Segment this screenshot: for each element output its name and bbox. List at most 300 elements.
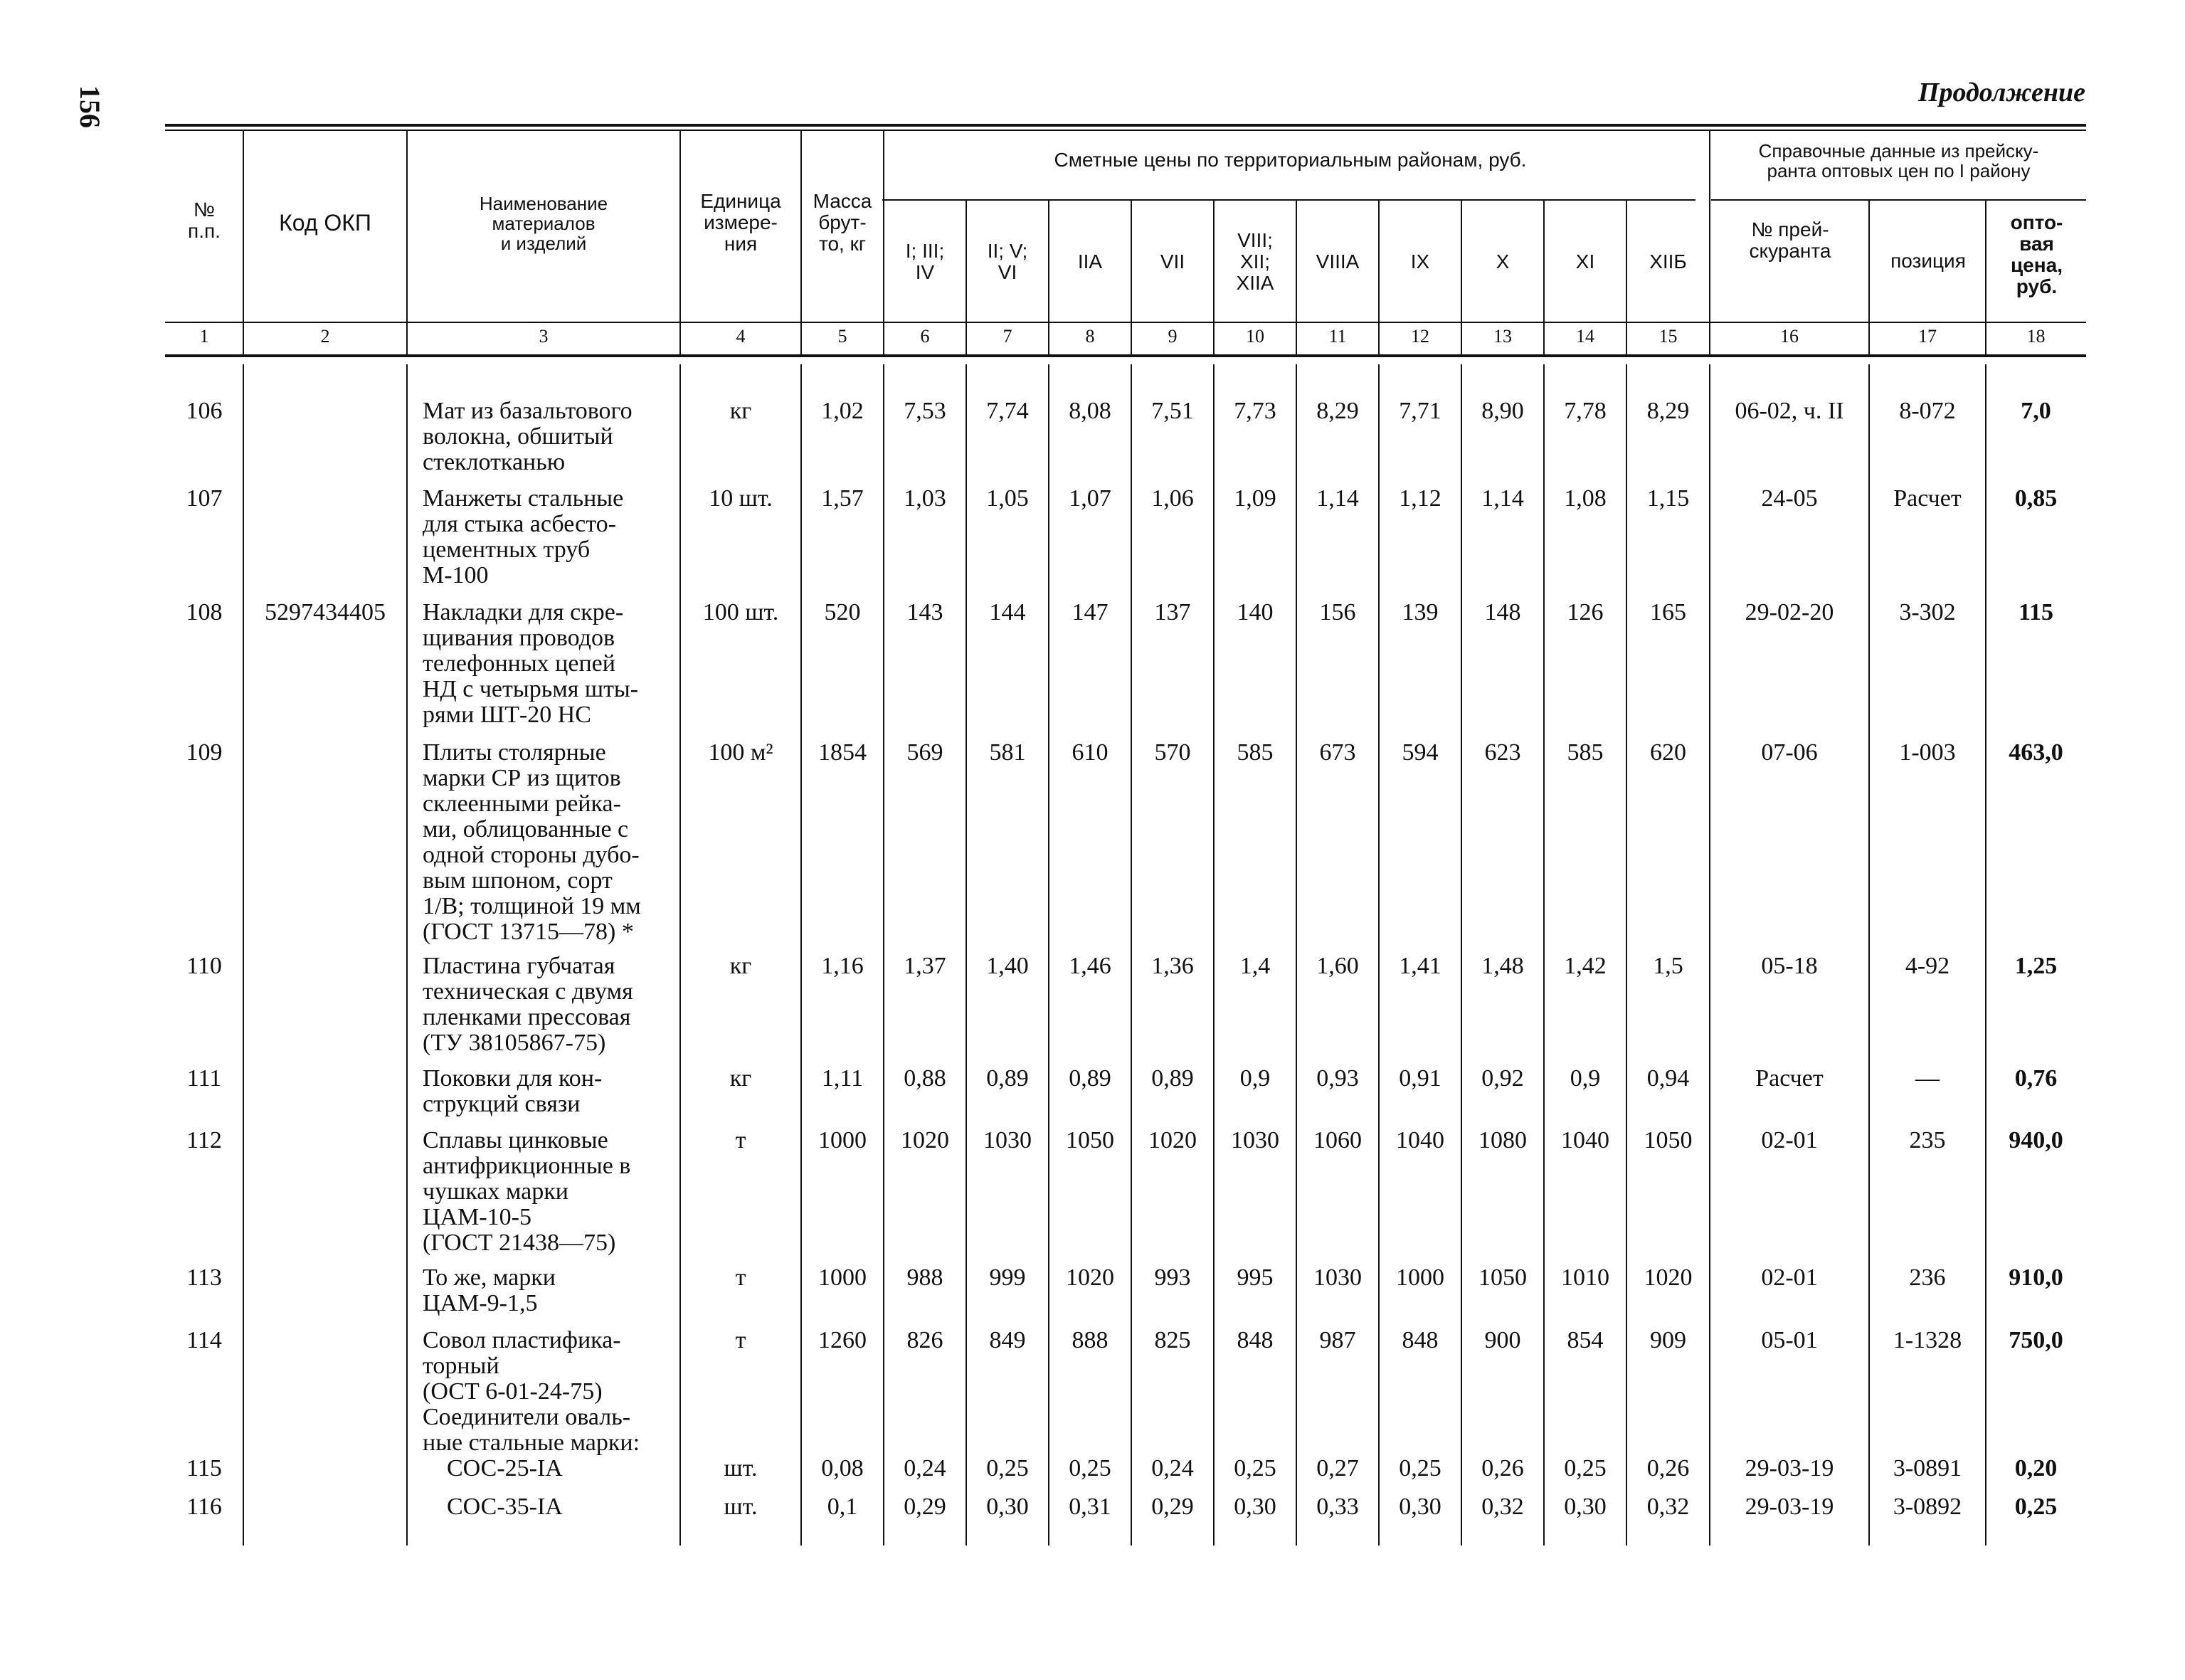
price-region-8: 900: [1484, 1327, 1521, 1353]
wholesale-price: 0,20: [2014, 1455, 2058, 1481]
price-region-5: 1,4: [1239, 953, 1271, 979]
material-name: [423, 486, 665, 588]
material-name: [423, 1128, 665, 1256]
column-divider-number-row: [1543, 323, 1545, 354]
price-region-6: 0,93: [1316, 1065, 1359, 1092]
price-region-9: 585: [1567, 739, 1604, 766]
column-divider: [965, 201, 967, 322]
price-region-7: 7,71: [1399, 398, 1441, 424]
price-region-8: 623: [1484, 739, 1521, 766]
price-region-1: 988: [906, 1264, 943, 1291]
column-numbers-top-rule: [165, 322, 2086, 323]
material-name-line: НД с четырьмя шты-: [423, 676, 639, 702]
okp-code: 5297434405: [265, 599, 386, 625]
price-region-7: 594: [1402, 739, 1439, 766]
column-divider: [883, 131, 884, 322]
column-number-3: 3: [539, 326, 549, 347]
column-number-2: 2: [320, 326, 330, 347]
pricelist-number: 24-05: [1761, 485, 1818, 512]
price-region-2: 849: [989, 1327, 1026, 1353]
price-region-5: 140: [1237, 599, 1274, 625]
price-region-3: 1050: [1066, 1127, 1114, 1153]
header-region-9: XI: [1575, 250, 1595, 273]
material-name: [423, 953, 665, 1056]
material-name-line: (ТУ 38105867-75): [423, 1030, 606, 1056]
price-region-10: 1,5: [1653, 953, 1683, 979]
price-region-2: 581: [989, 739, 1026, 766]
pricelist-position: —: [1915, 1065, 1940, 1092]
column-divider-number-row: [883, 323, 884, 354]
header-region-8: X: [1496, 250, 1510, 273]
price-region-9: 1010: [1561, 1264, 1609, 1291]
continuation-label: Продолжение: [1917, 78, 2085, 107]
price-region-6: 1030: [1313, 1264, 1362, 1291]
column-numbers-bottom-rule: [165, 354, 2086, 357]
table-top-rule-2: [165, 130, 2086, 131]
price-region-3: 1,46: [1069, 953, 1111, 979]
column-divider-body: [406, 364, 408, 1546]
price-region-9: 1040: [1561, 1127, 1609, 1153]
prices-group-rule: [882, 199, 1695, 201]
price-region-5: 848: [1237, 1327, 1274, 1353]
price-region-9: 126: [1567, 599, 1604, 625]
material-name-line: чушках марки: [423, 1178, 568, 1205]
pricelist-number: 29-02-20: [1745, 599, 1834, 625]
material-name-line: марки СР из щитов: [423, 765, 621, 791]
price-region-4: 0,89: [1151, 1065, 1194, 1092]
price-region-5: 7,73: [1234, 398, 1276, 424]
unit: шт.: [724, 1494, 758, 1520]
material-name-line: То же, марки: [423, 1264, 556, 1291]
material-name-line: техническая с двумя: [423, 978, 633, 1005]
column-divider: [406, 131, 408, 322]
wholesale-price: 750,0: [2009, 1327, 2063, 1353]
pricelist-position: 3-302: [1899, 599, 1956, 625]
gross-mass: 1260: [818, 1327, 867, 1353]
material-name-line: пленками прессовая: [423, 1004, 631, 1030]
price-region-5: 0,30: [1234, 1494, 1276, 1520]
material-name: [447, 1494, 665, 1520]
material-name-line: струкций связи: [423, 1091, 581, 1117]
price-region-3: 1,07: [1069, 485, 1111, 512]
price-region-4: 570: [1154, 739, 1191, 766]
price-region-8: 1080: [1478, 1127, 1527, 1153]
material-name-line: склеенными рейка-: [423, 791, 621, 817]
material-name-line: волокна, обшитый: [423, 423, 613, 450]
wholesale-price: 115: [2018, 599, 2054, 625]
column-divider: [1985, 201, 1986, 322]
price-region-1: 1,37: [904, 953, 946, 979]
price-region-6: 0,27: [1316, 1455, 1359, 1481]
price-region-4: 0,29: [1151, 1494, 1194, 1520]
price-region-1: 569: [906, 739, 943, 766]
price-region-5: 0,9: [1239, 1065, 1271, 1092]
price-region-9: 0,30: [1564, 1494, 1607, 1520]
price-region-2: 0,89: [986, 1065, 1029, 1092]
price-region-7: 1000: [1396, 1264, 1444, 1291]
header-region-4: VII: [1160, 250, 1185, 273]
material-name-line: Совол пластифика-: [423, 1327, 621, 1353]
price-region-2: 1,40: [986, 953, 1029, 979]
price-region-8: 0,26: [1481, 1455, 1524, 1481]
wholesale-price: 463,0: [2009, 739, 2063, 766]
price-region-1: 0,88: [904, 1065, 946, 1092]
price-region-10: 1050: [1644, 1127, 1693, 1153]
column-divider-number-row: [1626, 323, 1627, 354]
wholesale-price: 0,76: [2014, 1065, 2058, 1092]
material-name: [423, 740, 665, 945]
reference-group-rule: [1711, 199, 2086, 201]
price-region-2: 1030: [983, 1127, 1032, 1153]
price-region-1: 1,03: [904, 485, 946, 512]
price-region-8: 1050: [1478, 1264, 1527, 1291]
column-number-17: 17: [1918, 326, 1937, 347]
price-region-8: 0,92: [1481, 1065, 1524, 1092]
material-name-line: (ГОСТ 21438—75): [423, 1230, 616, 1256]
price-region-6: 673: [1319, 739, 1356, 766]
material-name: [423, 1066, 665, 1117]
column-number-14: 14: [1576, 326, 1594, 347]
price-region-5: 995: [1237, 1264, 1274, 1291]
price-region-7: 0,30: [1399, 1494, 1441, 1520]
price-region-6: 1,60: [1316, 953, 1359, 979]
header-region-2: II; V; VI: [987, 240, 1028, 283]
price-region-9: 854: [1567, 1327, 1604, 1353]
pricelist-number: 29-03-19: [1745, 1455, 1834, 1481]
row-number: 107: [186, 485, 223, 512]
material-name-line: 1/В; толщиной 19 мм: [423, 893, 641, 919]
price-region-1: 0,24: [904, 1455, 946, 1481]
pricelist-number: 05-18: [1761, 953, 1818, 979]
row-number: 108: [186, 599, 223, 625]
material-name-line: цементных труб: [423, 537, 591, 563]
wholesale-price: 1,25: [2014, 953, 2058, 979]
price-region-6: 156: [1319, 599, 1356, 625]
column-divider-number-row: [243, 323, 244, 354]
unit: шт.: [724, 1455, 758, 1481]
price-region-5: 0,25: [1234, 1455, 1276, 1481]
header-gross-mass: Масса брут- то, кг: [813, 190, 872, 255]
price-region-9: 0,25: [1564, 1455, 1607, 1481]
column-divider-number-row: [1461, 323, 1462, 354]
unit: 10 шт.: [709, 485, 773, 512]
column-divider: [679, 131, 681, 322]
price-region-7: 1,12: [1399, 485, 1441, 512]
pricelist-number: 05-01: [1761, 1327, 1818, 1353]
material-name: [447, 1456, 665, 1481]
column-number-8: 8: [1085, 326, 1095, 347]
price-region-8: 0,32: [1481, 1494, 1524, 1520]
pricelist-position: 235: [1909, 1127, 1946, 1153]
price-region-5: 1030: [1231, 1127, 1279, 1153]
column-divider: [1048, 201, 1049, 322]
header-unit: Единица измере- ния: [700, 190, 781, 255]
pricelist-position: Расчет: [1893, 485, 1962, 512]
price-region-1: 1020: [901, 1127, 949, 1153]
price-region-1: 7,53: [904, 398, 946, 424]
price-region-4: 1020: [1148, 1127, 1197, 1153]
column-number-13: 13: [1493, 326, 1512, 347]
price-region-4: 993: [1154, 1264, 1191, 1291]
header-region-5: VIII; XII; XIIA: [1236, 229, 1274, 294]
row-number: 113: [186, 1264, 222, 1291]
column-number-5: 5: [837, 326, 847, 347]
wholesale-price: 7,0: [2021, 398, 2051, 424]
pricelist-position: 4-92: [1905, 953, 1950, 979]
price-region-3: 0,31: [1069, 1494, 1111, 1520]
price-region-2: 0,25: [986, 1455, 1029, 1481]
gross-mass: 1,11: [821, 1065, 864, 1092]
material-name-line: торный: [423, 1353, 499, 1379]
material-name-line: Пластина губчатая: [423, 953, 615, 979]
column-number-15: 15: [1658, 326, 1678, 347]
row-number: 116: [186, 1494, 222, 1520]
price-region-6: 1,14: [1316, 485, 1359, 512]
pricelist-position: 1-003: [1899, 739, 1956, 766]
gross-mass: 1854: [818, 739, 867, 766]
row-number: 114: [186, 1327, 222, 1353]
header-material-name: Наименование материалов и изделий: [479, 193, 608, 254]
material-name-line: вым шпоном, сорт: [423, 867, 613, 894]
column-divider-number-row: [406, 323, 408, 354]
material-name-line: Манжеты стальные: [423, 485, 624, 512]
price-region-3: 610: [1072, 739, 1109, 766]
price-region-9: 7,78: [1564, 398, 1607, 424]
price-region-3: 8,08: [1069, 398, 1111, 424]
column-number-18: 18: [2026, 326, 2046, 347]
pricelist-position: 8-072: [1899, 398, 1956, 424]
price-region-7: 0,91: [1399, 1065, 1441, 1092]
column-divider: [243, 131, 244, 322]
gross-mass: 1,57: [821, 485, 864, 512]
header-pricelist-number: № прей- скуранта: [1749, 218, 1831, 262]
header-region-1: I; III; IV: [905, 240, 945, 283]
price-region-10: 1020: [1644, 1264, 1693, 1291]
pricelist-number: 02-01: [1761, 1127, 1818, 1153]
row-number: 109: [186, 739, 223, 766]
row-number: 110: [186, 953, 222, 979]
pricelist-position: 1-1328: [1893, 1327, 1962, 1353]
pricelist-position: 3-0892: [1893, 1494, 1962, 1520]
column-divider-number-row: [1296, 323, 1297, 354]
material-name-line: одной стороны дубо-: [423, 842, 640, 868]
pricelist-position: 236: [1909, 1264, 1946, 1291]
material-name-line: рями ШТ-20 НС: [423, 702, 591, 728]
price-region-3: 147: [1072, 599, 1109, 625]
pricelist-position: 3-0891: [1893, 1455, 1962, 1481]
material-name-line: ные стальные марки:: [423, 1430, 640, 1456]
column-divider: [1378, 201, 1380, 322]
column-divider: [1131, 201, 1132, 322]
price-region-4: 7,51: [1151, 398, 1194, 424]
pricelist-number: 29-03-19: [1745, 1494, 1834, 1520]
header-okp-code: Код ОКП: [279, 210, 371, 236]
unit: кг: [729, 953, 752, 979]
header-region-7: IX: [1410, 250, 1430, 273]
unit: кг: [729, 398, 752, 424]
price-region-1: 0,29: [904, 1494, 946, 1520]
price-region-1: 826: [906, 1327, 943, 1353]
material-name-line: ми, облицованные с: [423, 816, 629, 842]
price-region-9: 0,9: [1570, 1065, 1601, 1092]
material-name-line: антифрикционные в: [423, 1153, 631, 1179]
gross-mass: 1,02: [821, 398, 864, 424]
gross-mass: 520: [824, 599, 861, 625]
row-number: 112: [186, 1127, 222, 1153]
price-region-7: 0,25: [1399, 1455, 1441, 1481]
material-name-line: щивания проводов: [423, 625, 615, 651]
price-region-10: 0,26: [1646, 1455, 1690, 1481]
material-name-line: телефонных цепей: [423, 650, 615, 677]
price-region-8: 8,90: [1481, 398, 1524, 424]
column-divider: [1626, 201, 1627, 322]
gross-mass: 0,08: [821, 1455, 864, 1481]
price-region-6: 0,33: [1316, 1494, 1359, 1520]
price-region-2: 1,05: [986, 485, 1029, 512]
price-region-2: 0,30: [986, 1494, 1029, 1520]
price-region-2: 7,74: [986, 398, 1029, 424]
wholesale-price: 940,0: [2009, 1127, 2063, 1153]
column-number-7: 7: [1002, 326, 1012, 347]
material-name-line: Накладки для скре-: [423, 599, 624, 625]
unit: т: [735, 1127, 746, 1153]
material-name-line: Мат из базальтового: [423, 398, 633, 424]
price-region-6: 1060: [1313, 1127, 1362, 1153]
column-divider-number-row: [1985, 323, 1986, 354]
price-region-5: 1,09: [1234, 485, 1276, 512]
header-wholesale-price: опто- вая цена, руб.: [2010, 211, 2063, 297]
material-name: [423, 600, 665, 728]
header-position: позиция: [1890, 250, 1966, 272]
price-region-10: 620: [1650, 739, 1686, 766]
price-region-10: 8,29: [1646, 398, 1690, 424]
price-region-10: 165: [1650, 599, 1686, 625]
column-divider: [1296, 201, 1297, 322]
price-region-3: 0,89: [1069, 1065, 1111, 1092]
price-region-10: 1,15: [1646, 485, 1690, 512]
material-name: [423, 1265, 665, 1316]
material-name-line: Поковки для кон-: [423, 1065, 603, 1092]
price-region-4: 1,06: [1151, 485, 1194, 512]
unit: т: [735, 1327, 746, 1353]
material-name-line: ЦАМ-10-5: [423, 1204, 531, 1230]
material-name: [423, 1328, 665, 1456]
table-top-rule: [165, 124, 2086, 127]
price-region-6: 987: [1319, 1327, 1356, 1353]
price-region-2: 999: [989, 1264, 1026, 1291]
row-number: 111: [186, 1065, 222, 1092]
column-number-11: 11: [1328, 326, 1347, 347]
price-region-6: 8,29: [1316, 398, 1359, 424]
price-region-4: 137: [1154, 599, 1191, 625]
pricelist-number: 06-02, ч. II: [1735, 398, 1844, 424]
gross-mass: 1,16: [821, 953, 864, 979]
column-number-10: 10: [1246, 326, 1264, 347]
column-divider-number-row: [1213, 323, 1215, 354]
column-number-12: 12: [1411, 326, 1429, 347]
column-number-6: 6: [920, 326, 930, 347]
price-region-7: 139: [1402, 599, 1439, 625]
material-name-line: М-100: [423, 562, 489, 588]
price-region-5: 585: [1237, 739, 1274, 766]
header-region-3: IIA: [1077, 250, 1103, 273]
column-divider-number-row: [1048, 323, 1049, 354]
unit: кг: [729, 1065, 752, 1092]
price-region-4: 0,24: [1151, 1455, 1194, 1481]
gross-mass: 1000: [818, 1264, 867, 1291]
column-divider: [800, 131, 802, 322]
price-region-10: 909: [1650, 1327, 1686, 1353]
header-region-10: XIIБ: [1649, 250, 1687, 273]
pricelist-number: 07-06: [1761, 739, 1818, 766]
unit: т: [735, 1264, 746, 1291]
price-region-7: 1,41: [1399, 953, 1441, 979]
price-region-9: 1,42: [1564, 953, 1607, 979]
column-number-1: 1: [199, 326, 209, 347]
material-name-line: СОС-35-IА: [447, 1494, 563, 1520]
header-reference-data: Справочные данные из прейску- ранта оптовых цен по I району: [1758, 140, 2039, 181]
price-region-8: 1,48: [1481, 953, 1524, 979]
column-divider-number-row: [679, 323, 681, 354]
price-region-4: 825: [1154, 1327, 1191, 1353]
column-divider: [1213, 201, 1215, 322]
column-divider-number-row: [965, 323, 967, 354]
column-number-16: 16: [1780, 326, 1799, 347]
material-name-line: (ГОСТ 13715—78) *: [423, 919, 634, 945]
price-region-4: 1,36: [1151, 953, 1194, 979]
price-region-7: 848: [1402, 1327, 1439, 1353]
page-number: 156: [74, 85, 106, 128]
gross-mass: 0,1: [827, 1494, 858, 1520]
column-divider: [1543, 201, 1545, 322]
pricelist-number: 02-01: [1761, 1264, 1818, 1291]
price-region-3: 0,25: [1069, 1455, 1111, 1481]
price-region-10: 0,32: [1646, 1494, 1690, 1520]
header-estimated-prices: Сметные цены по территориальным районам, руб.: [1054, 149, 1527, 171]
column-divider-number-row: [1378, 323, 1380, 354]
header-row-number: № п.п.: [188, 199, 221, 242]
row-number: 115: [186, 1455, 222, 1481]
unit: 100 шт.: [702, 599, 779, 625]
price-region-9: 1,08: [1564, 485, 1607, 512]
gross-mass: 1000: [818, 1127, 867, 1153]
price-region-2: 144: [989, 599, 1026, 625]
row-number: 106: [186, 398, 223, 424]
material-name-line: для стыка асбесто-: [423, 511, 616, 537]
price-region-3: 1020: [1066, 1264, 1114, 1291]
material-name-line: стеклотканью: [423, 449, 566, 475]
header-region-6: VIIIA: [1316, 250, 1360, 273]
wholesale-price: 910,0: [2009, 1264, 2063, 1291]
price-region-3: 888: [1072, 1327, 1109, 1353]
price-region-8: 148: [1484, 599, 1521, 625]
price-region-7: 1040: [1396, 1127, 1444, 1153]
column-divider-number-row: [1868, 323, 1870, 354]
column-number-9: 9: [1168, 326, 1178, 347]
material-name: [423, 398, 665, 475]
material-name-line: Соединители оваль-: [423, 1404, 631, 1430]
column-divider: [1709, 131, 1710, 322]
material-name-line: ЦАМ-9-1,5: [423, 1290, 538, 1316]
column-number-4: 4: [736, 326, 746, 347]
material-name-line: (ОСТ 6-01-24-75): [423, 1378, 603, 1405]
price-region-1: 143: [906, 599, 943, 625]
wholesale-price: 0,85: [2014, 485, 2058, 512]
column-divider-number-row: [1131, 323, 1132, 354]
material-name-line: Плиты столярные: [423, 739, 606, 766]
column-divider: [1461, 201, 1462, 322]
column-divider: [1868, 201, 1870, 322]
